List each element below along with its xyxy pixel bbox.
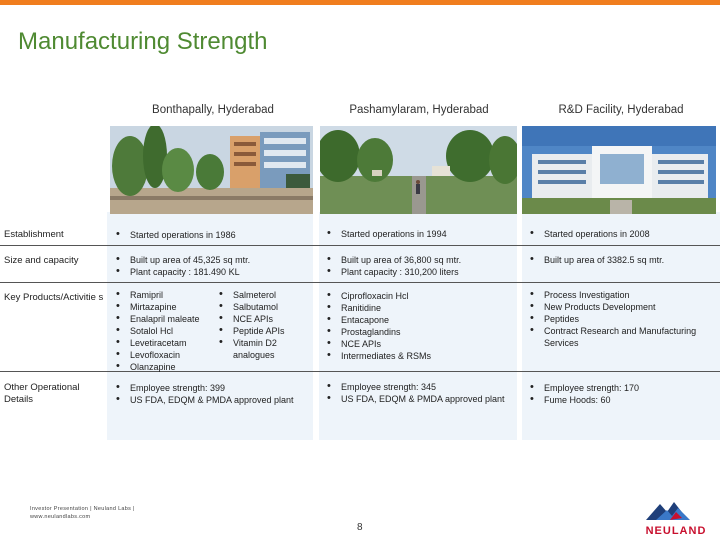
list-item: • Built up area of 3382.5 sq mtr.	[530, 254, 664, 266]
list-item: • Process Investigation	[530, 289, 710, 301]
size-list-bonthapally	[116, 254, 250, 278]
footer-note-line: Investor Presentation | Neuland Labs |	[30, 506, 135, 512]
list-item: • Employee strength: 399	[116, 382, 316, 394]
list-item: • NCE APIs	[327, 338, 515, 350]
list-item: • Employee strength: 345	[327, 381, 509, 393]
row-divider	[0, 282, 720, 283]
list-item: • Peptide APIs	[219, 325, 311, 337]
list-item: • Salbutamol	[219, 301, 311, 313]
list-item: • Fume Hoods: 60	[530, 394, 710, 406]
list-item: • Mirtazapine	[116, 301, 216, 313]
establishment-list-pashamylaram	[327, 228, 447, 240]
photo-rnd-facility	[522, 126, 716, 214]
list-item: • Started operations in 1994	[327, 228, 447, 240]
list-item: • Levofloxacin	[116, 349, 216, 361]
size-list-rnd	[530, 254, 664, 266]
row-label-size-capacity: Size and capacity	[4, 255, 79, 266]
other-list-bonthapally	[116, 382, 316, 406]
products-list-bonthapally-b	[219, 289, 311, 361]
neuland-logo	[636, 496, 716, 540]
list-item: • Olanzapine	[116, 361, 216, 373]
list-item: • Entacapone	[327, 314, 515, 326]
list-item: • US FDA, EDQM & PMDA approved plant	[327, 393, 509, 405]
list-item: • Contract Research and Manufacturing Services	[530, 325, 710, 349]
establishment-list-bonthapally	[116, 229, 236, 241]
row-divider	[0, 245, 720, 246]
row-label-key-products: Key Products/Activitie s	[4, 292, 104, 303]
other-list-pashamylaram	[327, 381, 509, 405]
list-item: • Ramipril	[116, 289, 216, 301]
list-item: • Ranitidine	[327, 302, 515, 314]
row-label-other-details: Other Operational Details	[4, 382, 80, 405]
list-item: • Peptides	[530, 313, 710, 325]
list-item: • NCE APIs	[219, 313, 311, 325]
list-item: • Intermediates & RSMs	[327, 350, 515, 362]
list-item: • Prostaglandins	[327, 326, 515, 338]
size-list-pashamylaram	[327, 254, 461, 278]
column-heading-pashamylaram: Pashamylaram, Hyderabad	[349, 104, 489, 116]
list-item: • Ciprofloxacin Hcl	[327, 290, 515, 302]
footer-note-line: www.neulandlabs.com	[30, 514, 91, 520]
footer-note	[30, 505, 135, 521]
column-heading-bonthapally: Bonthapally, Hyderabad	[152, 104, 274, 116]
list-item: • Started operations in 1986	[116, 229, 236, 241]
establishment-list-rnd	[530, 228, 650, 240]
list-item: • Employee strength: 170	[530, 382, 710, 394]
products-list-pashamylaram	[327, 290, 515, 362]
other-list-rnd	[530, 382, 710, 406]
row-divider	[0, 371, 720, 372]
products-list-rnd	[530, 289, 710, 349]
list-item: • Plant capacity : 181.490 KL	[116, 266, 250, 278]
products-list-bonthapally-a	[116, 289, 216, 373]
list-item: • Plant capacity : 310,200 liters	[327, 266, 461, 278]
list-item: • New Products Development	[530, 301, 710, 313]
list-item: • Salmeterol	[219, 289, 311, 301]
row-label-establishment: Establishment	[4, 229, 64, 240]
top-accent-bar	[0, 0, 720, 5]
list-item: • Vitamin D2 analogues	[219, 337, 311, 361]
list-item: • Started operations in 2008	[530, 228, 650, 240]
list-item: • Built up area of 36,800 sq mtr.	[327, 254, 461, 266]
svg-text:NEULAND: NEULAND	[645, 525, 707, 537]
list-item: • Built up area of 45,325 sq mtr.	[116, 254, 250, 266]
photo-pashamylaram	[320, 126, 517, 214]
list-item: • Sotalol Hcl	[116, 325, 216, 337]
page-title: Manufacturing Strength	[18, 28, 268, 55]
list-item: • US FDA, EDQM & PMDA approved plant	[116, 394, 316, 406]
list-item: • Enalapril maleate	[116, 313, 216, 325]
page-number: 8	[357, 522, 363, 533]
column-heading-rnd: R&D Facility, Hyderabad	[558, 104, 684, 116]
photo-bonthapally	[110, 126, 313, 214]
list-item: • Levetiracetam	[116, 337, 216, 349]
